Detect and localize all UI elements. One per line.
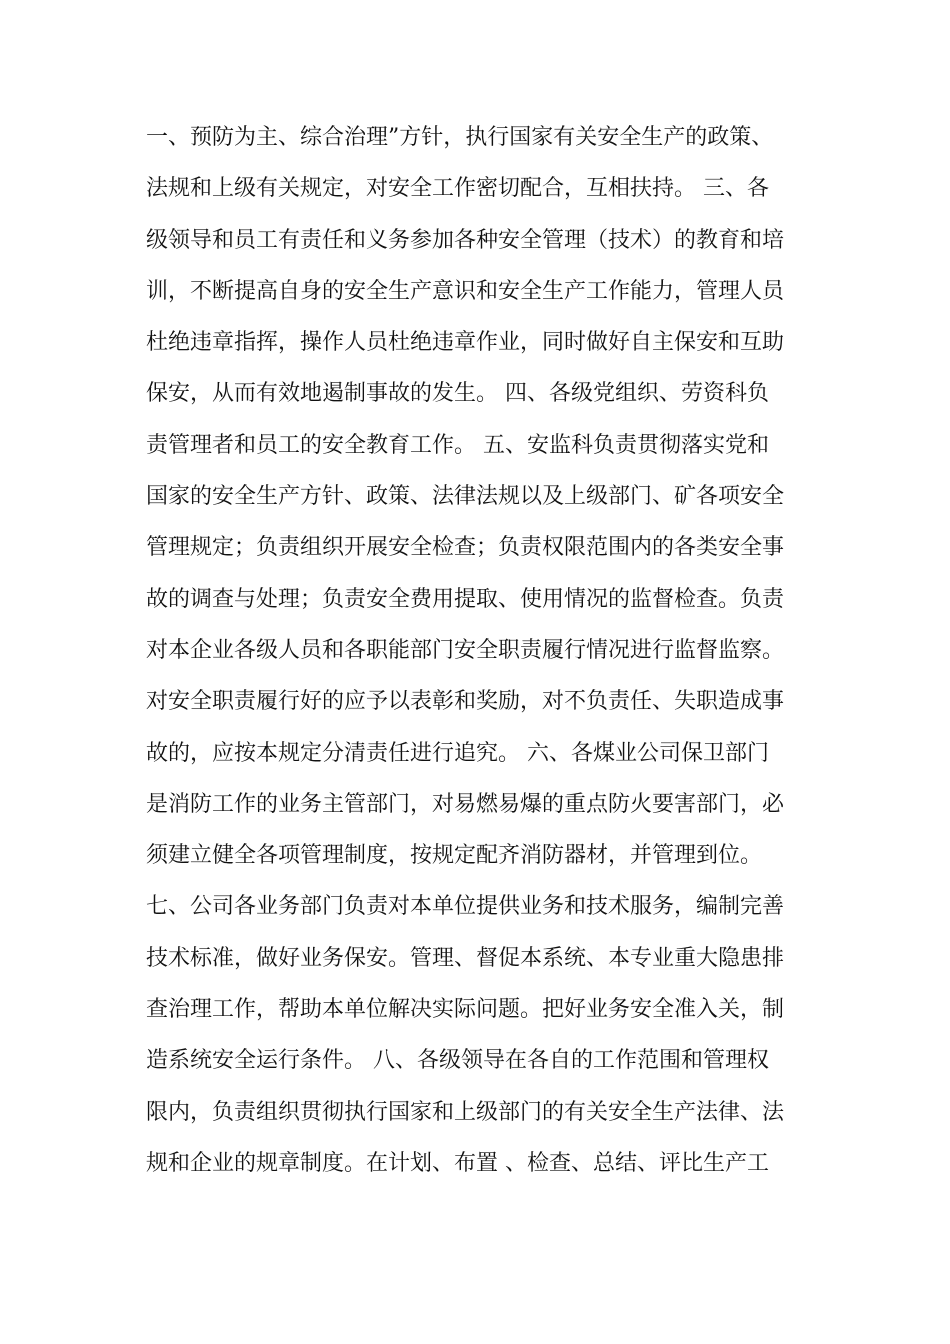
text-line: 故的，应按本规定分清责任进行追究。 六、各煤业公司保卫部门 [146,740,769,766]
text-line: 对本企业各级人员和各职能部门安全职责履行情况进行监督监察。 [146,637,785,663]
text-line: 责管理者和员工的安全教育工作。 五、安监科负责贯彻落实党和 [146,432,769,458]
text-line: 杜绝违章指挥，操作人员杜绝违章作业，同时做好自主保安和互助 [146,330,785,356]
text-line: 对安全职责履行好的应予以表彰和奖励，对不负责任、失职造成事 [146,689,785,715]
text-line: 国家的安全生产方针、政策、法律法规以及上级部门、矿各项安全 [146,484,785,510]
text-line: 是消防工作的业务主管部门，对易燃易爆的重点防火要害部门，必 [146,791,785,817]
text-line: 管理规定；负责组织开展安全检查；负责权限范围内的各类安全事 [146,535,785,561]
text-line: 一、预防为主、综合治理”方针，执行国家有关安全生产的政策、 [146,125,774,150]
document-body [146,116,806,1193]
text-line: 七、公司各业务部门负责对本单位提供业务和技术服务，编制完善 [146,894,785,920]
text-line: 保安，从而有效地遏制事故的发生。 四、各级党组织、劳资科负 [146,381,769,407]
text-line: 法规和上级有关规定，对安全工作密切配合，互相扶持。 三、各 [146,176,769,202]
text-line: 级领导和员工有责任和义务参加各种安全管理（技术）的教育和培 [146,227,785,253]
text-line: 训，不断提高自身的安全生产意识和安全生产工作能力，管理人员 [146,278,785,304]
text-line: 限内，负责组织贯彻执行国家和上级部门的有关安全生产法律、法 [146,1099,785,1125]
text-line: 查治理工作，帮助本单位解决实际问题。把好业务安全准入关，制 [146,997,785,1023]
text-line: 技术标准，做好业务保安。管理、督促本系统、本专业重大隐患排 [146,945,785,971]
text-line: 规和企业的规章制度。在计划、布置 、检查、总结、评比生产工 [146,1150,769,1176]
text-line: 造系统安全运行条件。 八、各级领导在各自的工作范围和管理权 [146,1048,769,1074]
text-line: 须建立健全各项管理制度，按规定配齐消防器材，并管理到位。 [146,843,763,869]
text-line: 故的调查与处理；负责安全费用提取、使用情况的监督检查。负责 [146,586,785,612]
